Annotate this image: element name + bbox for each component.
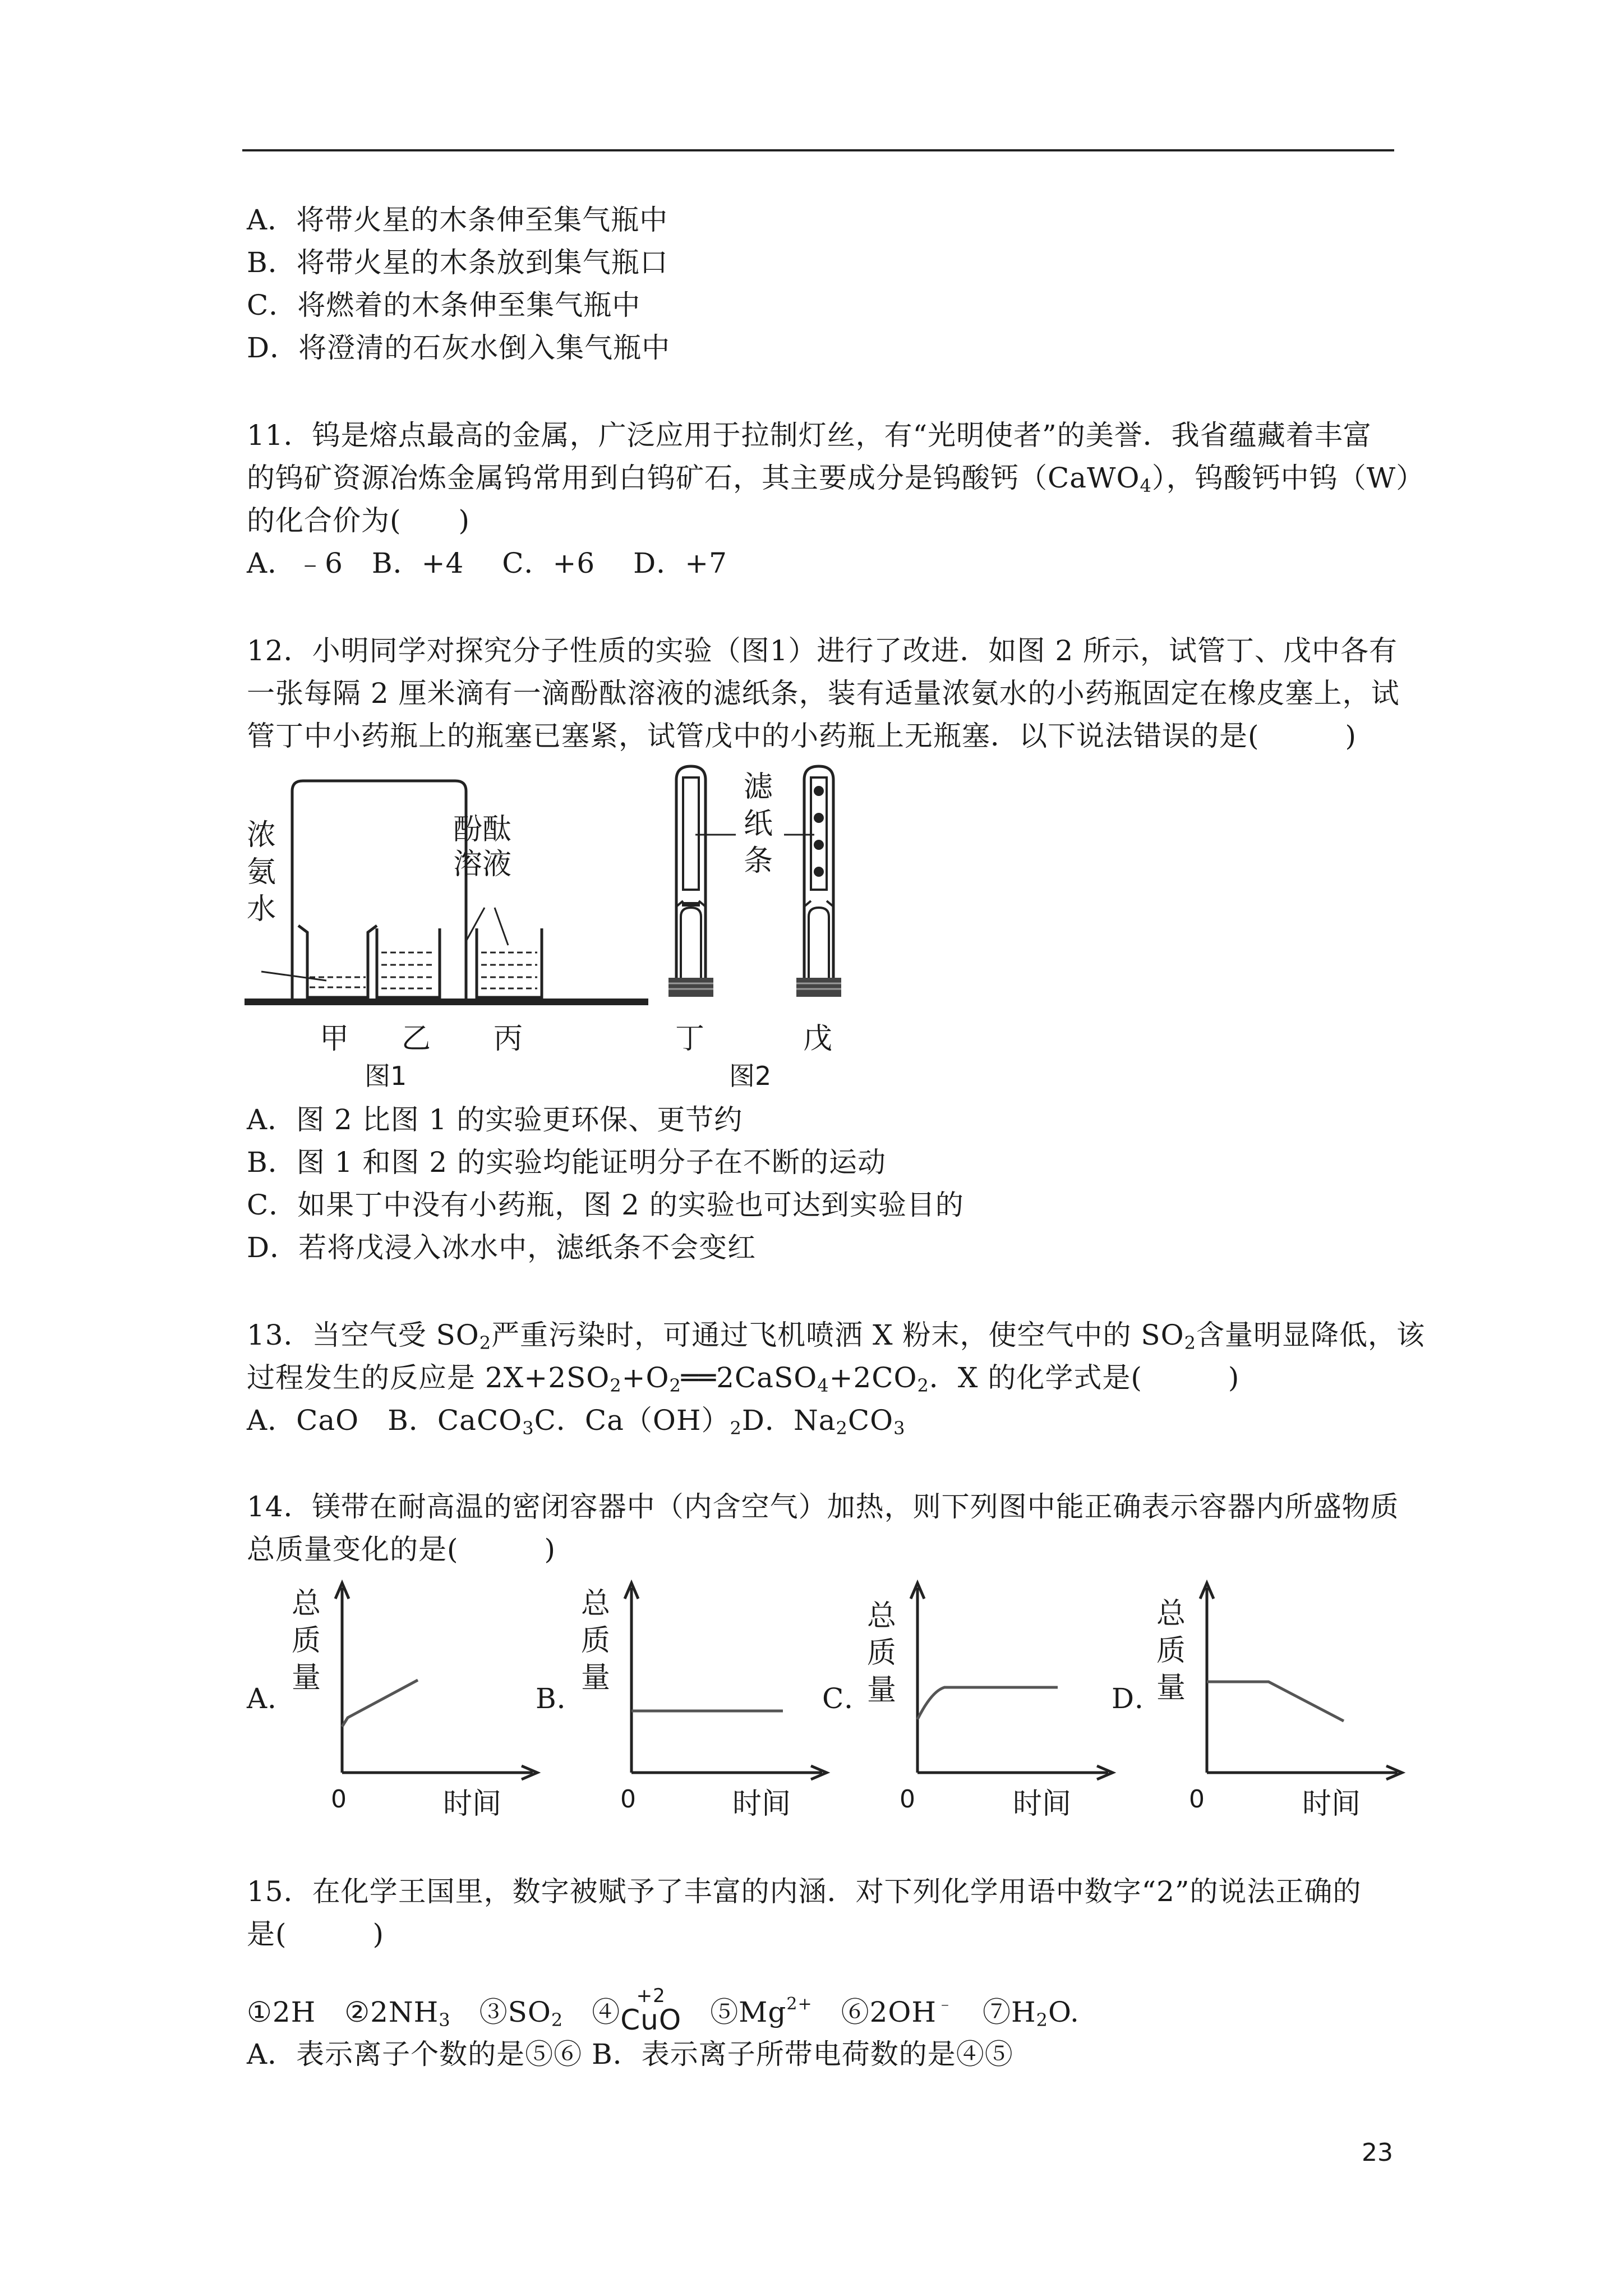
q14-graph-d-ylabel: 总 质 量	[1156, 1597, 1186, 1705]
q14-graph-d-curve	[1207, 1682, 1344, 1721]
q14-option-a-label: A．	[247, 1682, 297, 1715]
q11-line2: 的钨矿资源冶炼金属钨常用到白钨矿石，其主要成分是钨酸钙（CaWO$_4$），钨酸钙中钨（W）	[247, 462, 1425, 496]
q11-line1: 11．钨是熔点最高的金属，广泛应用于拉制灯丝，有“光明使者”的美誉．我省蕴藏着丰富	[247, 419, 1372, 452]
q14-line1: 14．镁带在耐高温的密闭容器中（内含空气）加热，则下列图中能正确表示容器内所盛物质	[247, 1490, 1399, 1523]
q14-option-d-label: D．	[1112, 1682, 1164, 1715]
q14-option-b-label: B．	[536, 1682, 585, 1715]
q14-graph-d	[1190, 1576, 1414, 1823]
q12-label-filter-strip: 滤 纸 条	[744, 770, 773, 878]
q12-beaker-jia: 甲	[320, 1022, 349, 1056]
q12-option-b: B．图 1 和图 2 的实验均能证明分子在不断的运动	[247, 1146, 886, 1179]
q14-option-c-label: C．	[822, 1682, 873, 1715]
q14-line2: 总质量变化的是( )	[247, 1533, 556, 1566]
q12-fig1-caption: 图1	[365, 1061, 407, 1091]
q11-options: A．﹣6 B．+4 C．+6 D．+7	[247, 547, 727, 579]
q12-option-a: A．图 2 比图 1 的实验更环保、更节约	[247, 1103, 743, 1136]
q14-graph-c-curve	[917, 1687, 1058, 1719]
q12-beaker-bing: 丙	[494, 1022, 523, 1056]
q12-label-ammonia: 浓 氨 水	[246, 818, 276, 926]
q15-line2: 是( )	[247, 1918, 385, 1950]
q13-line2: 过程发生的反应是 $2X+2SO_2+O_2══2CaSO_4+2CO_2$．X 的化学式是( )	[247, 1361, 1240, 1396]
q15-options: A．表示离子个数的是⑤⑥ B．表示离子所带电荷数的是④⑤	[247, 2038, 1013, 2070]
q14-graph-c-ylabel: 总 质 量	[867, 1599, 897, 1707]
q14-graph-b-origin: 0	[620, 1785, 636, 1814]
q12-tube-wu: 戊	[803, 1022, 833, 1056]
header-rule	[242, 149, 1394, 151]
q14-graph-a-curve	[342, 1680, 418, 1727]
q12-figure-1	[245, 774, 671, 1021]
q12-option-c: C．如果丁中没有小药瓶，图 2 的实验也可达到实验目的	[247, 1189, 964, 1221]
q14-graph-b	[615, 1576, 839, 1823]
q15-line1: 15．在化学王国里，数字被赋予了丰富的内涵．对下列化学用语中数字“2”的说法正确的	[247, 1875, 1362, 1908]
q12-label-phenolphthalein: 酚酞 溶液	[453, 813, 512, 881]
q14-graph-c-origin: 0	[900, 1785, 915, 1814]
q12-fig2-caption: 图2	[729, 1061, 772, 1091]
q11-line3: 的化合价为( )	[247, 504, 471, 537]
q12-tube-ding: 丁	[675, 1022, 705, 1056]
q12-option-d: D．若将戊浸入冰水中，滤纸条不会变红	[247, 1231, 757, 1264]
q14-graph-a-ylabel: 总 质 量	[292, 1587, 321, 1695]
q14-graph-c-xlabel: 时间	[1013, 1787, 1072, 1821]
q10-option-c: C．将燃着的木条伸至集气瓶中	[247, 289, 641, 321]
q14-graph-a-xlabel: 时间	[443, 1787, 502, 1821]
q14-graph-a-origin: 0	[331, 1785, 347, 1814]
q14-graph-d-origin: 0	[1189, 1785, 1205, 1814]
q12-line3: 管丁中小药瓶上的瓶塞已塞紧，试管戊中的小药瓶上无瓶塞．以下说法错误的是( )	[247, 720, 1357, 752]
q12-line2: 一张每隔 2 厘米滴有一滴酚酞溶液的滤纸条，装有适量浓氨水的小药瓶固定在橡皮塞上，试	[247, 677, 1400, 710]
q10-option-d: D．将澄清的石灰水倒入集气瓶中	[247, 332, 671, 364]
q12-beaker-yi: 乙	[402, 1022, 431, 1056]
q10-option-a: A．将带火星的木条伸至集气瓶中	[247, 204, 668, 236]
page-number: 23	[1362, 2138, 1393, 2167]
q14-graph-c	[901, 1576, 1125, 1823]
q10-option-b: B．将带火星的木条放到集气瓶口	[247, 246, 668, 279]
q14-graph-a	[325, 1576, 550, 1823]
q14-graph-b-ylabel: 总 质 量	[581, 1587, 611, 1695]
q15-items: ①2H $②2NH_3$ $③SO_2$ ④ +2 CuO $⑤Mg^{2+}$ ⑥2OH﹣ $⑦H_2O$.	[247, 1985, 1080, 2036]
q13-line1: 13．当空气受 $SO_2$严重污染时，可通过飞机喷洒 X 粉末，使空气中的 $SO_2$含量明显降低，该	[247, 1319, 1426, 1354]
q14-graph-d-xlabel: 时间	[1302, 1787, 1361, 1821]
q14-graph-b-xlabel: 时间	[732, 1787, 791, 1821]
q12-line1: 12．小明同学对探究分子性质的实验（图1）进行了改进．如图 2 所示，试管丁、戊中各有	[247, 634, 1398, 667]
q13-options: A．CaO B．CaCO$_3$C．$Ca(OH)_2D$．$Na_2CO_3$	[247, 1404, 906, 1439]
